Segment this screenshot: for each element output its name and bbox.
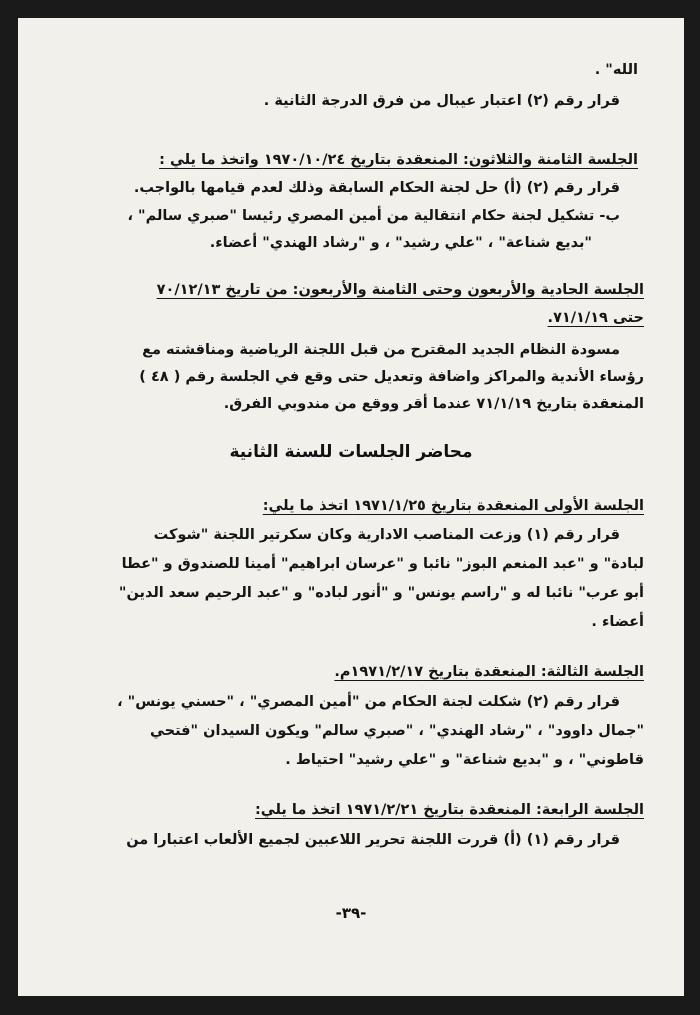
section-heading: الجلسة الرابعة: المنعقدة بتاريخ ١٩٧١/٢/٢١ اتخذ ما يلي:	[255, 802, 644, 818]
text-line: قرار رقم (٢) شكلت لجنة الحكام من "أمين المصري" ، "حسني يونس" ،	[117, 694, 620, 710]
text-line: قرار رقم (٢) اعتبار عيبال من فرق الدرجة الثانية .	[263, 93, 620, 109]
section-heading: الجلسة الأولى المنعقدة بتاريخ ١٩٧١/١/٢٥ اتخذ ما يلي:	[262, 498, 644, 514]
section-heading: الجلسة الثالثة: المنعقدة بتاريخ ١٩٧١/٢/١٧م.	[334, 664, 644, 680]
document-page	[18, 18, 684, 996]
text-line: الله" .	[594, 62, 638, 78]
text-line: قرار رقم (١) (أ) قررت اللجنة تحرير اللاعبين لجميع الألعاب اعتبارا من	[126, 832, 620, 848]
text-line: المنعقدة بتاريخ ٧١/١/١٩ عندما أقر ووقع من مندوبي الفرق.	[223, 396, 644, 412]
page-heading: محاضر الجلسات للسنة الثانية	[229, 442, 473, 462]
text-line: لبادة" و "عبد المنعم البوز" نائبا و "عرسان ابراهيم" أمينا للصندوق و "عطا	[121, 556, 644, 572]
section-heading: الجلسة الثامنة والثلاثون: المنعقدة بتاريخ ١٩٧٠/١٠/٢٤ واتخذ ما يلي :	[159, 152, 638, 168]
text-line: قرار رقم (١) وزعت المناصب الادارية وكان سكرتير اللجنة "شوكت	[153, 527, 620, 543]
page-number: -٣٩-	[335, 904, 367, 922]
section-heading: الجلسة الحادية والأربعون وحتى الثامنة والأربعون: من تاريخ ٧٠/١٢/١٣	[156, 282, 644, 298]
text-line: رؤساء الأندية والمراكز واضافة وتعديل حتى وقع في الجلسة رقم ( ٤٨ )	[139, 369, 644, 385]
text-line: قرار رقم (٢) (أ) حل لجنة الحكام السابقة وذلك لعدم قيامها بالواجب.	[133, 180, 620, 196]
text-line: قاطوني" ، و "بديع شناعة" و "علي رشيد" احتياط .	[285, 752, 644, 768]
text-line: أعضاء .	[591, 614, 644, 630]
text-line: ب- تشكيل لجنة حكام انتقالية من أمين المصري رئيسا "صبري سالم" ،	[127, 208, 620, 224]
text-line: مسودة النظام الجديد المقترح من قبل اللجنة الرياضية ومناقشته مع	[142, 342, 620, 358]
text-line: "جمال داوود" ، "رشاد الهندي" ، "صبري سالم" ويكون السيدان "فتحي	[150, 723, 644, 739]
section-heading: حتى ٧١/١/١٩.	[547, 310, 644, 326]
text-line: أبو عرب" نائبا له و "راسم يونس" و "أنور لباده" و "عبد الرحيم سعد الدين"	[118, 585, 644, 601]
text-line: "بديع شناعة" ، "علي رشيد" ، و "رشاد الهندي" أعضاء.	[209, 235, 592, 251]
